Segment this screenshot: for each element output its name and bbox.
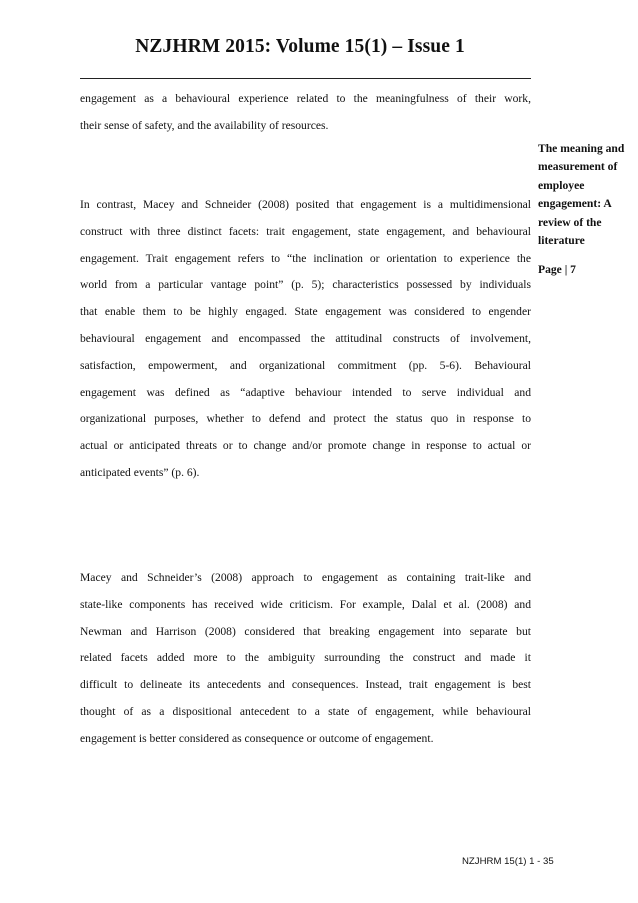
footer-citation: NZJHRM 15(1) 1 - 35	[462, 856, 554, 867]
text-line: behavioural engagement and encompassed the attitudinal constructs of involvement,	[80, 331, 531, 345]
text-line: engagement is better considered as consequence or outcome of engagement.	[80, 731, 434, 745]
text-line: thought of as a dispositional antecedent to a state of engagement, while behavioural	[80, 704, 531, 718]
margin-title-line: The meaning and	[538, 142, 625, 155]
text-line: anticipated events” (p. 6).	[80, 465, 200, 479]
text-line: organizational purposes, whether to defend and protect the status quo in response to	[80, 412, 531, 426]
text-line: actual or anticipated threats or to change and/or promote change in response to actual or	[80, 439, 531, 453]
text-line: that enable them to be highly engaged. State engagement was considered to engender	[80, 305, 531, 319]
text-line: difficult to delineate its antecedents and consequences. Instead, trait engagement is best	[80, 678, 531, 692]
header-rule	[80, 78, 531, 79]
margin-article-title	[538, 140, 638, 280]
text-line: related facets added more to the ambiguity surrounding the construct and made it	[80, 651, 531, 665]
text-line: engagement. Trait engagement refers to “the inclination or orientation to experience the	[80, 251, 531, 265]
paragraph-2	[80, 192, 531, 487]
paragraph-3	[80, 565, 531, 753]
margin-title-line: engagement: A	[538, 197, 612, 211]
text-line: their sense of safety, and the availability of resources.	[80, 118, 329, 132]
text-line: satisfaction, empowerment, and organizational commitment (pp. 5-6). Behavioural	[80, 358, 531, 372]
text-line: In contrast, Macey and Schneider (2008) posited that engagement is a multidimensional	[80, 198, 531, 211]
text-line: construct with three distinct facets: trait engagement, state engagement, and behavioural	[80, 224, 531, 238]
text-line: world from a particular vantage point” (p. 5); characteristics possessed by individuals	[80, 278, 531, 292]
margin-title-line: review of the	[538, 215, 602, 229]
page-number-label: Page | 7	[538, 263, 576, 277]
text-line: engagement as a behavioural experience related to the meaningfulness of their work,	[80, 92, 531, 105]
journal-header-title: NZJHRM 2015: Volume 15(1) – Issue 1	[135, 36, 465, 57]
text-line: engagement was defined as “adaptive behaviour intended to serve individual and	[80, 385, 531, 399]
paragraph-1	[80, 86, 531, 140]
text-line: Newman and Harrison (2008) considered that breaking engagement into separate but	[80, 624, 531, 638]
text-line: Macey and Schneider’s (2008) approach to engagement as containing trait-like and	[80, 571, 531, 584]
margin-title-line: employee	[538, 178, 585, 192]
margin-title-line: literature	[538, 234, 585, 248]
text-line: state-like components has received wide criticism. For example, Dalal et al. (2008) and	[80, 597, 531, 611]
margin-title-line: measurement of	[538, 160, 618, 174]
